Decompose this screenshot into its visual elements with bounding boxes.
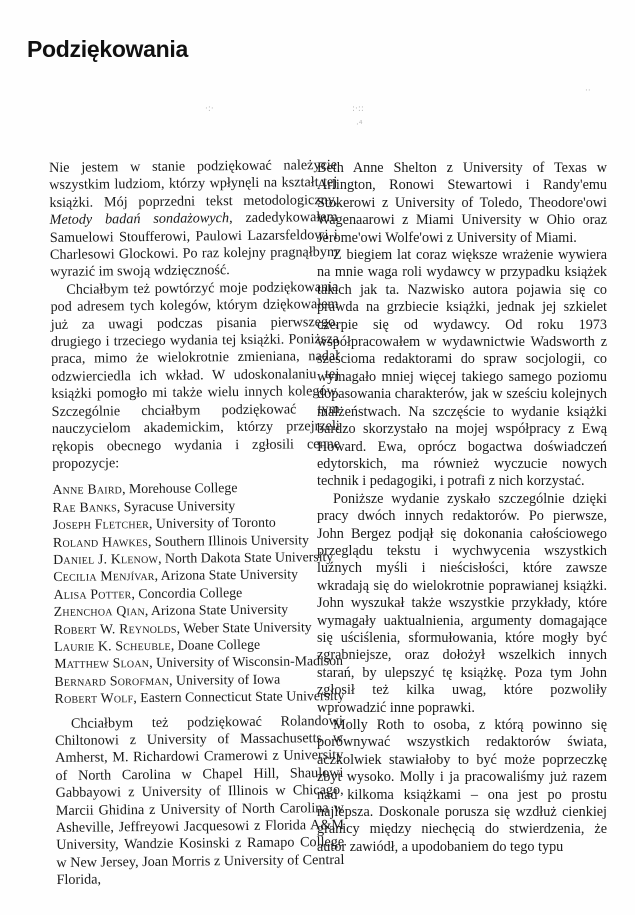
paragraph: Z biegiem lat coraz większe wrażenie wywiera na mnie waga roli wydawcy w przypadku książek takich jak ta. Nazwisko autora pojawia się co prawda na grzbiecie książki, jednak jej szkielet czerpie się od wydawcy. Od roku 1973 współpracowałem w wydawnictwie Wadsworth z sześcioma redaktorami do spraw socjologii, co wymagało mniej więcej takiego samego poziomu dopasowania charakterów, jak w sześciu kolejnych małżeństwach. Na szczęście to wydanie książki bardzo skorzystało na mojej współpracy z Ewą Howard. Ewa, oprócz bogactwa doświadczeń edytorskich, ma również wyczucie nowych technik i pedagogiki, i potrafi z nich korzystać.	[317, 247, 607, 490]
left-column	[49, 157, 345, 890]
list-item: Alisa Potter, Concordia College	[53, 584, 243, 602]
scan-artifact: ··	[585, 86, 591, 96]
list-item: Matthew Sloan, University of Wisconsin-Madison	[54, 653, 344, 672]
scan-artifact: ·:·	[205, 104, 214, 114]
paragraph: Beth Anne Shelton z University of Texas w Arlington, Ronowi Stewartowi i Randy'emu Stokerowi z University of Toledo, Theodore'owi Wagenaarowi z Miami University w Ohio oraz Jerome'owi Wolfe'owi z University of Miami.	[317, 160, 607, 246]
list-item: Anne Baird, Morehouse College	[52, 480, 238, 498]
list-item: Bernard Sorofman, University of Iowa	[54, 671, 281, 689]
scan-artifact: ·⁴	[356, 120, 363, 130]
list-item: Rae Banks, Syracuse University	[52, 497, 236, 515]
list-item: Roland Hawkes, Southern Illinois University	[52, 531, 310, 550]
right-column	[317, 160, 607, 856]
paragraph: Poniższe wydanie zyskało szczególnie dzięki pracy dwóch innych redaktorów. Po pierwsze, John Bergez podjął się dokonania całościowego przeglądu tekstu i wychwycenia wszystkich luźnych myśli i nieścisłości, które zawsze wkradają się do wielokrotnie poprawianej książki. John wyszukał także wszystkie przykłady, które wymagały uaktualnienia, argumenty domagające się uściślenia, sformułowania, które mogły być zgrabniejsze, oraz dołożył wszelkich innych starań, by ulepszyć tę książkę. Poza tym John zgłosił też kilka uwag, które pozwoliły wprowadzić inne poprawki.	[317, 490, 607, 716]
list-item: Laurie K. Scheuble, Doane College	[54, 636, 261, 654]
list-item: Cecilia Menjívar, Arizona State University	[53, 566, 299, 585]
reviewer-list	[52, 478, 345, 707]
book-title: Metody badań sondażowych	[49, 210, 230, 229]
page-title: Podziękowania	[27, 36, 188, 62]
paragraph: Molly Roth to osoba, z którą powinno się porównywać wszystkich redaktorów świata, aczkolwiek stawiałoby to być może poprzeczkę zbyt wysoko. Molly i ja pracowaliśmy już razem nad kilkoma książkami – ona jest po prostu najlepsza. Doskonale porusza się wzdłuż cienkiej granicy między niechęcią do stwierdzenia, że autor zawiódł, a upodobaniem do tego typu	[317, 717, 607, 855]
list-item: Joseph Fletcher, University of Toronto	[52, 514, 276, 533]
paragraph: Chciałbym też powtórzyć moje podziękowania pod adresem tych kolegów, którym dziękowałem już za uwagi podczas pisania pierwszego, drugiego i trzeciego wydania tej książki. Poniższa praca, mimo że wielokrotnie zmieniana, nadal odzwierciedla ich wkład. W udoskonalaniu tej książki pomogło mi także wielu innych kolegów. Szczególnie chciałbym podziękować tym nauczycielom akademickim, którzy przejrzeli rękopis obecnego wydania i zgłosili cenne propozycje:	[50, 278, 341, 472]
scan-artifact: :·::	[352, 104, 364, 114]
list-item: Robert W. Reynolds, Weber State University	[53, 618, 312, 637]
paragraph: Chciałbym też podziękować Rolandowi Chiltonowi z University of Massachusetts w Amherst, M. Richardowi Cramerowi z University of North Carolina w Chapel Hill, Shaulowi Gabbayowi z University of Illinois w Chicago, Marcii Ghidina z University of North Carolina w Asheville, Jeffreyowi Jacquesowi z Florida A&M University, Wandzie Kosinski z Ramapo College w New Jersey, Joan Morris z University of Central Florida,	[55, 712, 345, 889]
list-item: Zhenchoa Qian, Arizona State University	[53, 601, 289, 620]
list-item: Daniel J. Klenow, North Dakota State University	[53, 548, 334, 567]
paragraph: Nie jestem w stanie podziękować należycie wszystkim ludziom, którzy wpłynęli na kształt tej książki. Mój poprzedni tekst metodologiczny, Metody badań sondażowych, zadedykowałem Samuelowi Stoufferowi, Paulowi Lazarsfeldowi i Charlesowi Glockowi. Po raz kolejny pragnąłbym wyrazić im swoją wdzięczność.	[49, 156, 339, 281]
list-item: Robert Wolf, Eastern Connecticut State University	[54, 688, 345, 707]
